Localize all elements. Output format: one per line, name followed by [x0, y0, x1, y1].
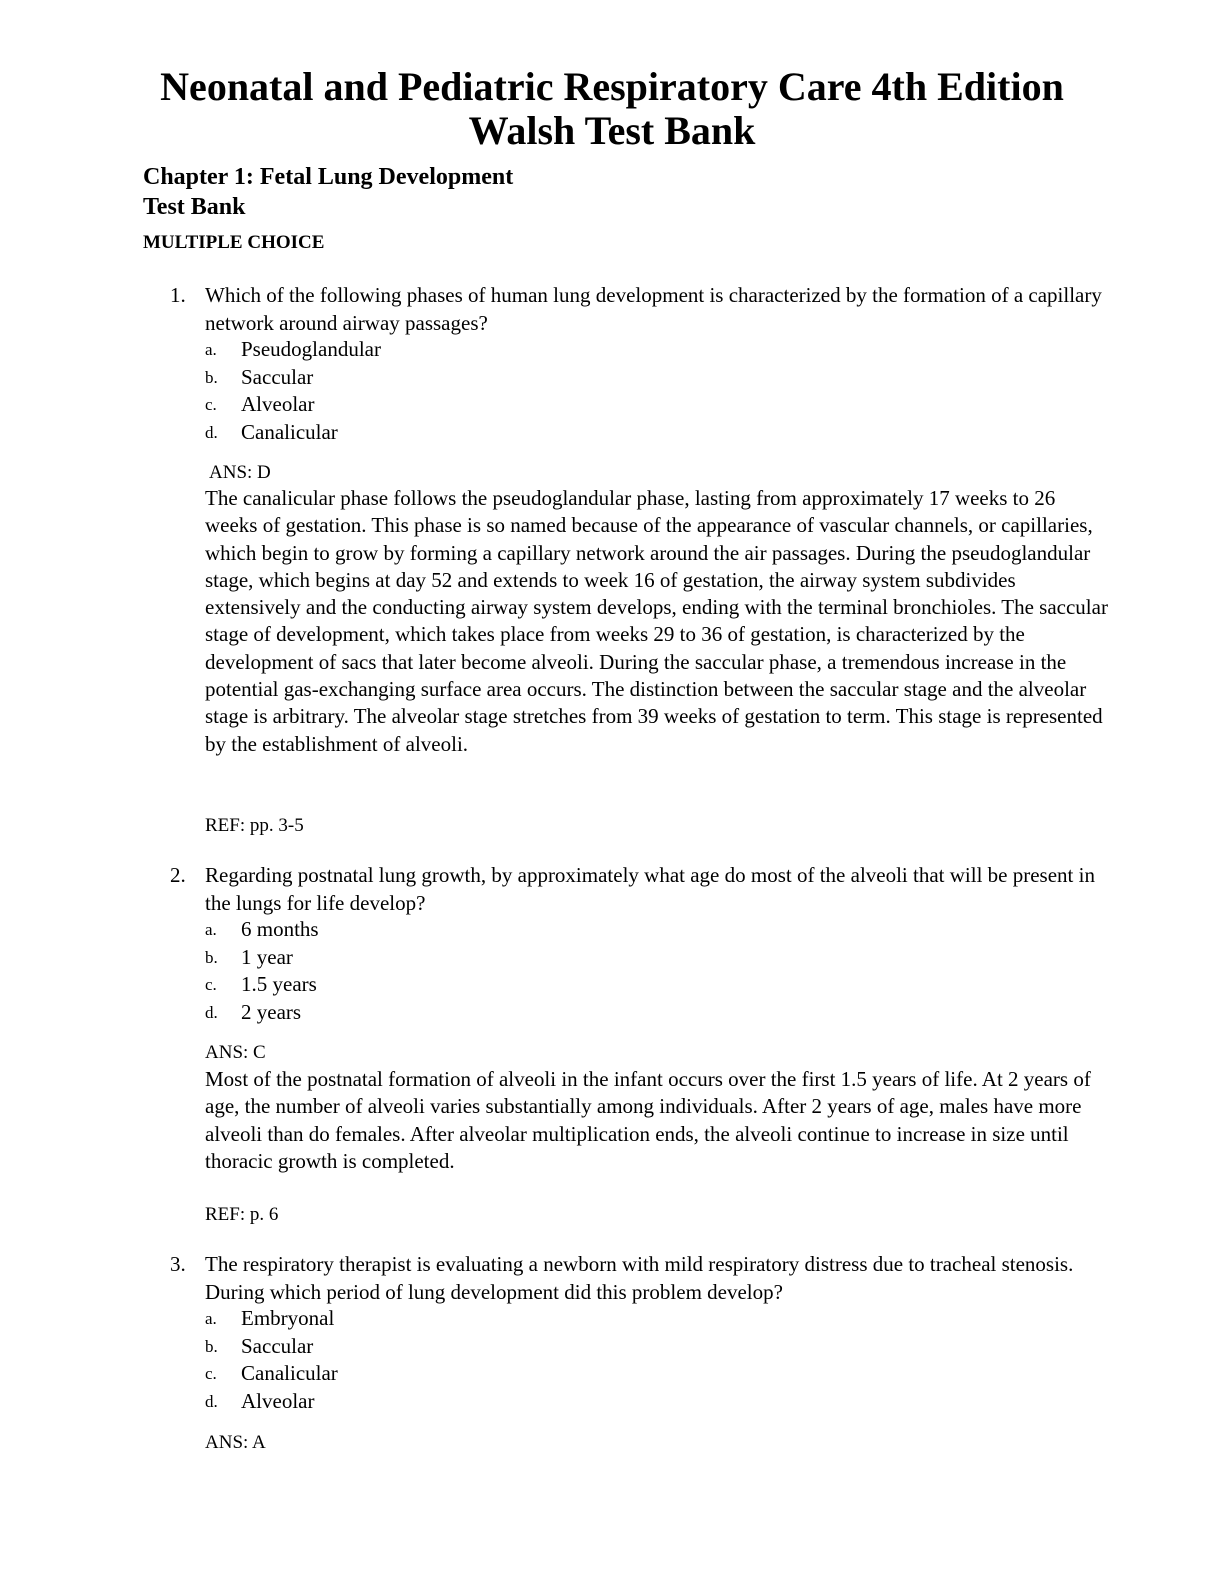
- answer-options: [205, 916, 805, 1026]
- option-letter: b.: [205, 367, 218, 387]
- option-b: [205, 364, 805, 392]
- option-c: [205, 391, 805, 419]
- option-c: [205, 1360, 805, 1388]
- question-number: 1.: [170, 283, 186, 307]
- test-bank-heading: Test Bank: [143, 194, 246, 220]
- option-text: 2 years: [241, 999, 302, 1024]
- option-letter: b.: [205, 947, 218, 967]
- answer-rationale: The canalicular phase follows the pseudoglandular phase, lasting from approximately 17 weeks to 26 weeks of gestation. This phase is so named because of the appearance of vascular channels, or capillaries, which begin to grow by forming a capillary network around the air passages. During the pseudoglandular stage, which begins at day 52 and extends to week 16 of gestation, the airway system subdivides extensively and the conducting airway system develops, ending with the terminal bronchioles. The saccular stage of development, which takes place from weeks 29 to 36 of gestation, is characterized by the development of sacs that later become alveoli. During the saccular phase, a tremendous increase in the potential gas-exchanging surface area occurs. The distinction between the saccular stage and the alveolar stage is arbitrary. The alveolar stage stretches from 39 weeks of gestation to term. This stage is represented by the establishment of alveoli.: [205, 486, 1108, 756]
- option-a: [205, 1305, 805, 1333]
- option-d: [205, 419, 805, 447]
- option-text: Canalicular: [241, 419, 338, 444]
- option-text: 6 months: [241, 917, 319, 941]
- option-letter: b.: [205, 1336, 218, 1356]
- answer-options: [205, 336, 805, 446]
- option-letter: a.: [205, 920, 217, 939]
- option-text: Saccular: [241, 1333, 314, 1358]
- answer-key: ANS: D: [209, 462, 271, 483]
- chapter-heading: Chapter 1: Fetal Lung Development: [143, 164, 514, 190]
- question-number: 2.: [170, 863, 186, 887]
- option-text: 1 year: [241, 944, 293, 969]
- option-text: 1.5 years: [241, 972, 317, 996]
- option-letter: c.: [205, 395, 217, 414]
- answer-key: ANS: C: [205, 1042, 266, 1063]
- question-stem: Which of the following phases of human lung development is characterized by the formation of a capillary network around airway passages?: [205, 283, 1102, 335]
- option-text: Canalicular: [241, 1361, 338, 1385]
- option-b: [205, 944, 805, 972]
- option-letter: c.: [205, 975, 217, 994]
- option-d: [205, 999, 805, 1027]
- option-letter: d.: [205, 1002, 218, 1022]
- page-reference: REF: p. 6: [205, 1204, 279, 1225]
- option-text: Embryonal: [241, 1306, 335, 1330]
- question-stem: Regarding postnatal lung growth, by approximately what age do most of the alveoli that will be present in the lungs for life develop?: [205, 863, 1095, 915]
- answer-options: [205, 1305, 805, 1415]
- option-text: Alveolar: [241, 392, 315, 416]
- option-text: Alveolar: [241, 1388, 315, 1413]
- option-text: Saccular: [241, 364, 314, 389]
- document-title-line-2: Walsh Test Bank: [468, 108, 756, 153]
- option-d: [205, 1388, 805, 1416]
- question-stem: The respiratory therapist is evaluating a newborn with mild respiratory distress due to tracheal stenosis. During which period of lung development did this problem develop?: [205, 1252, 1074, 1304]
- option-letter: c.: [205, 1364, 217, 1383]
- option-letter: a.: [205, 1309, 217, 1328]
- option-letter: a.: [205, 340, 217, 359]
- option-c: [205, 971, 805, 999]
- option-letter: d.: [205, 1391, 218, 1411]
- question-number: 3.: [170, 1252, 186, 1276]
- answer-rationale: Most of the postnatal formation of alveoli in the infant occurs over the first 1.5 years of life. At 2 years of age, the number of alveoli varies substantially among individuals. After 2 years of age, males have more alveoli than do females. After alveolar multiplication ends, the alveoli continue to increase in size until thoracic growth is completed.: [205, 1067, 1091, 1173]
- section-heading: MULTIPLE CHOICE: [143, 232, 325, 253]
- option-letter: d.: [205, 422, 218, 442]
- option-a: [205, 336, 805, 364]
- option-text: Pseudoglandular: [241, 337, 381, 361]
- page-reference: REF: pp. 3-5: [205, 815, 304, 836]
- option-a: [205, 916, 805, 944]
- document-title-line-1: Neonatal and Pediatric Respiratory Care 4th Edition: [160, 64, 1064, 109]
- answer-key: ANS: A: [205, 1432, 266, 1453]
- option-b: [205, 1333, 805, 1361]
